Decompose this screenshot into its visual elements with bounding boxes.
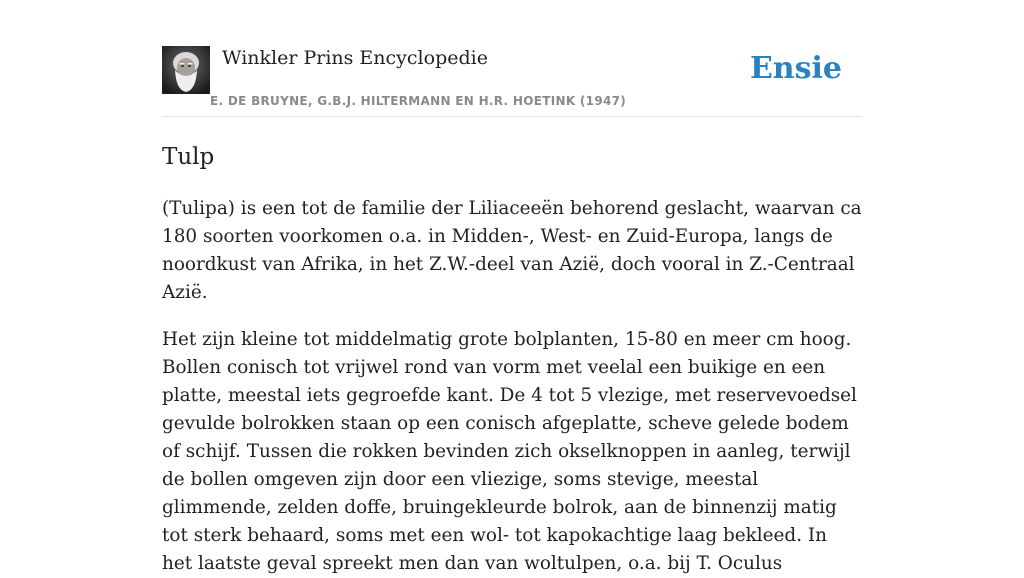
source-authors: E. DE BRUYNE, G.B.J. HILTERMANN EN H.R. HOETINK (1947)	[210, 94, 627, 108]
article-paragraph: (Tulipa) is een tot de familie der Liliaceeën behorend geslacht, waarvan ca 180 soorten voorkomen o.a. in Midden-, West- en Zuid-Europa, langs de noordkust van Afrika, in het Z.W.-deel van Azië, doch vooral in Z.-Centraal Azië.	[162, 198, 862, 303]
article-paragraph: Het zijn kleine tot middelmatig grote bolplanten, 15-80 en meer cm hoog. Bollen conisch tot vrijwel rond van vorm met veelal een buikige en een platte, meestal iets gegroefde kant. De 4 tot 5 vlezige, met reservevoedsel gevulde bolrokken staan op een conisch afgeplatte, scheve gelede bodem of schijf. Tussen die rokken bevinden zich okselknoppen in aanleg, terwijl de bollen omgeven zijn door een vliezige, soms stevige, meestal glimmende, zelden doffe, bruingekleurde bolrok, aan de binnenzij matig tot sterk behaard, soms met een wol- tot kapokachtige laag bekleed. In het laatste geval spreekt men dan van woltulpen, o.a. bij T. Oculus	[162, 329, 857, 574]
source-title[interactable]: Winkler Prins Encyclopedie	[222, 47, 488, 69]
article-title: Tulp	[162, 144, 215, 170]
source-header	[162, 0, 862, 117]
ensie-logo-link[interactable]: Ensie	[749, 51, 842, 86]
author-portrait-icon[interactable]	[162, 46, 210, 94]
content-column	[162, 0, 862, 578]
